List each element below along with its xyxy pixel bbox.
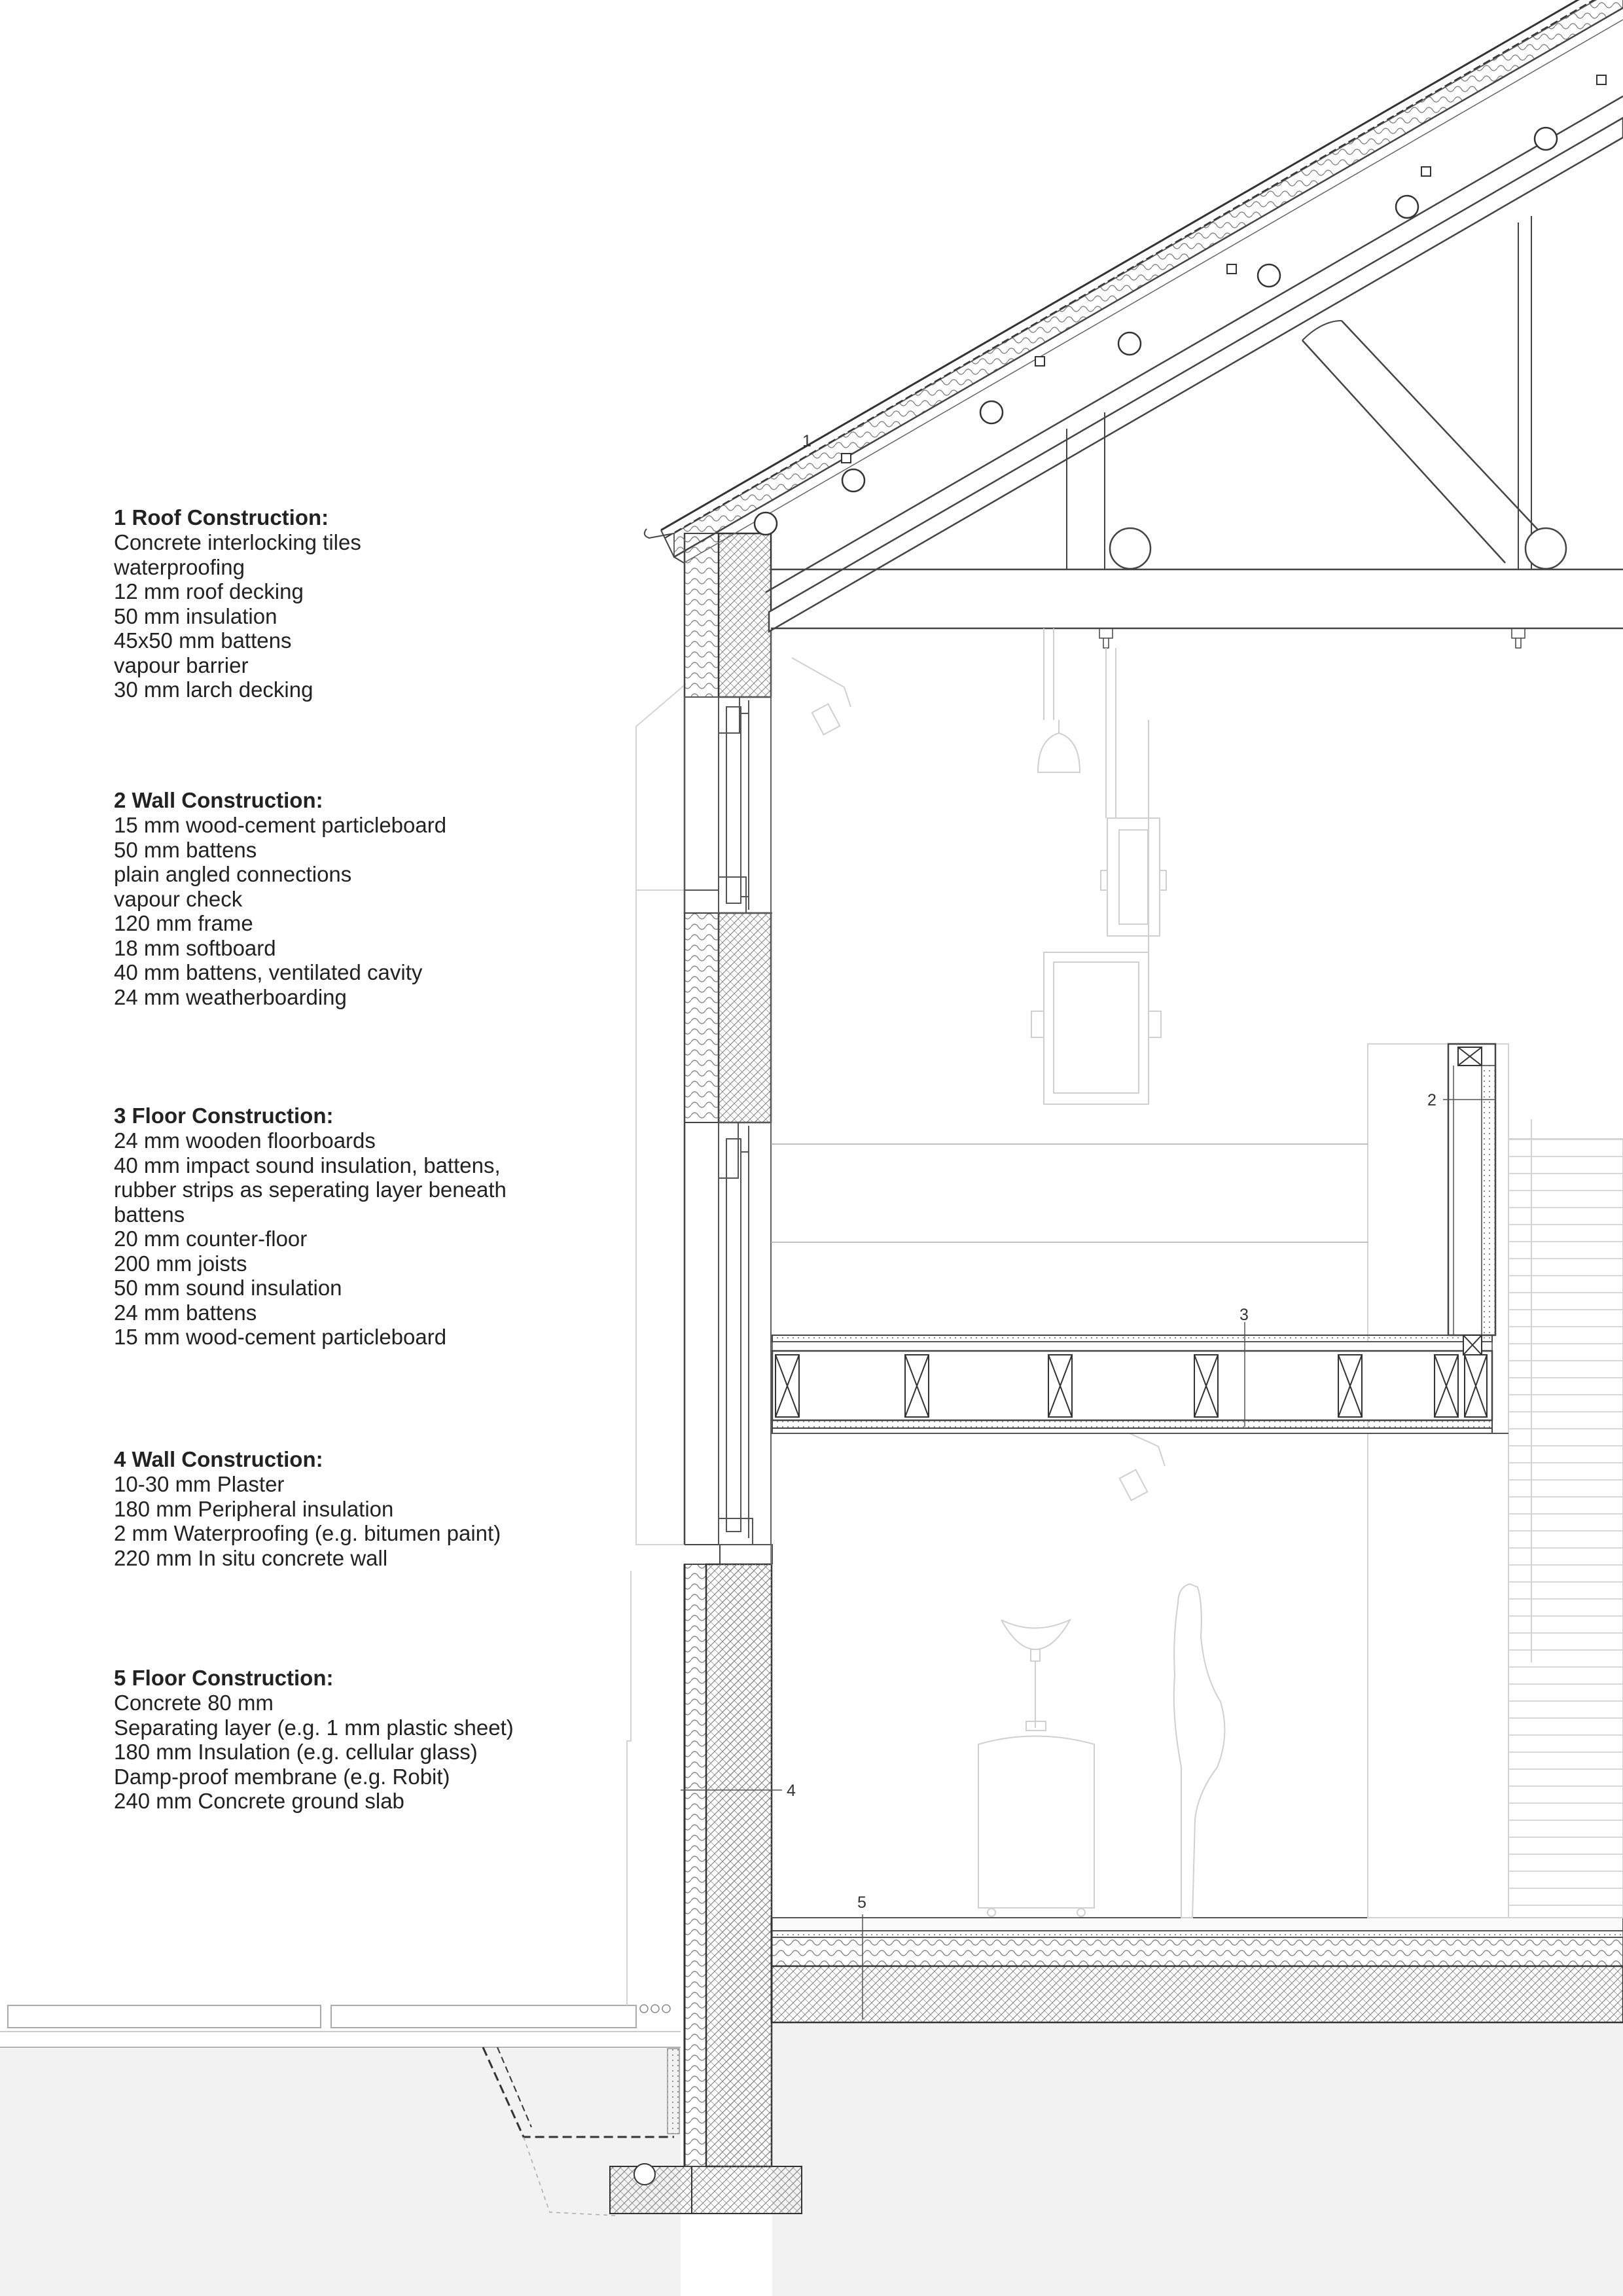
legend-item: 2 mm Waterproofing (e.g. bitumen paint) xyxy=(114,1521,501,1545)
legend-item: 180 mm Insulation (e.g. cellular glass) xyxy=(114,1740,478,1764)
legend-item: Concrete 80 mm xyxy=(114,1691,274,1715)
callout-leaders xyxy=(681,1100,1495,2019)
legend-item: plain angled connections xyxy=(114,862,352,886)
legend-item: 50 mm insulation xyxy=(114,603,277,628)
legend-item: 220 mm In situ concrete wall xyxy=(114,1545,388,1570)
legend-item: 40 mm battens, ventilated cavity xyxy=(114,960,423,984)
legend-item: 18 mm softboard xyxy=(114,935,276,960)
legend-item: 10-30 mm Plaster xyxy=(114,1472,285,1496)
legend-item: 200 mm joists xyxy=(114,1251,247,1276)
legend-wall-construction-4 xyxy=(114,1447,611,1570)
legend-item: 20 mm counter-floor xyxy=(114,1227,308,1251)
upper-wall xyxy=(685,533,772,1564)
legend-item: 30 mm larch decking xyxy=(114,677,313,702)
legend-title: 4 Wall Construction: xyxy=(114,1447,323,1471)
floor-construction-3 xyxy=(771,1144,1508,1433)
legend-item: vapour check xyxy=(114,886,243,911)
legend-item: 240 mm Concrete ground slab xyxy=(114,1789,404,1813)
wall-construction-4 xyxy=(685,1545,772,2166)
legend-item: Concrete interlocking tiles xyxy=(114,530,361,554)
legend-item: rubber strips as seperating layer beneath xyxy=(114,1177,507,1202)
legend-item: Damp-proof membrane (e.g. Robit) xyxy=(114,1764,450,1789)
legend-title: 1 Roof Construction: xyxy=(114,505,329,529)
floor-construction-5 xyxy=(772,1918,1623,2022)
legend-title: 2 Wall Construction: xyxy=(114,788,323,812)
legend-item: 45x50 mm battens xyxy=(114,628,292,653)
legend-title: 5 Floor Construction: xyxy=(114,1666,334,1690)
legend-item: 12 mm roof decking xyxy=(114,579,304,603)
roof-truss xyxy=(769,216,1623,648)
legend-item: 50 mm battens xyxy=(114,837,257,862)
legend-title: 3 Floor Construction: xyxy=(114,1103,334,1128)
callout-2: 2 xyxy=(1427,1091,1436,1109)
callout-1: 1 xyxy=(802,432,812,450)
legend-item: 120 mm frame xyxy=(114,911,253,935)
legend-item: vapour barrier xyxy=(114,653,249,677)
legend-floor-construction-3 xyxy=(114,1103,611,1350)
legend-item: 24 mm battens xyxy=(114,1300,257,1325)
legend-item: 15 mm wood-cement particleboard xyxy=(114,813,447,837)
callout-5: 5 xyxy=(857,1893,866,1912)
legend-item: battens xyxy=(114,1202,185,1227)
legend-item: waterproofing xyxy=(114,554,245,579)
legend-item: 15 mm wood-cement particleboard xyxy=(114,1325,447,1349)
interior-furnishings xyxy=(792,628,1224,1918)
legend-roof-construction xyxy=(114,505,611,702)
callout-3: 3 xyxy=(1240,1306,1249,1324)
callout-4: 4 xyxy=(787,1782,796,1800)
legend-item: 24 mm weatherboarding xyxy=(114,984,347,1009)
ground xyxy=(0,2005,1623,2296)
legend-floor-construction-5 xyxy=(114,1666,611,1814)
partition-wall-2 xyxy=(1448,1044,1495,1355)
legend-item: 50 mm sound insulation xyxy=(114,1276,342,1300)
legend-item: 24 mm wooden floorboards xyxy=(114,1128,376,1153)
legend-item: 180 mm Peripheral insulation xyxy=(114,1496,394,1521)
legend-item: 40 mm impact sound insulation, battens, xyxy=(114,1153,501,1177)
legend-item: Separating layer (e.g. 1 mm plastic sheet) xyxy=(114,1715,514,1740)
legend-wall-construction-2 xyxy=(114,788,611,1009)
